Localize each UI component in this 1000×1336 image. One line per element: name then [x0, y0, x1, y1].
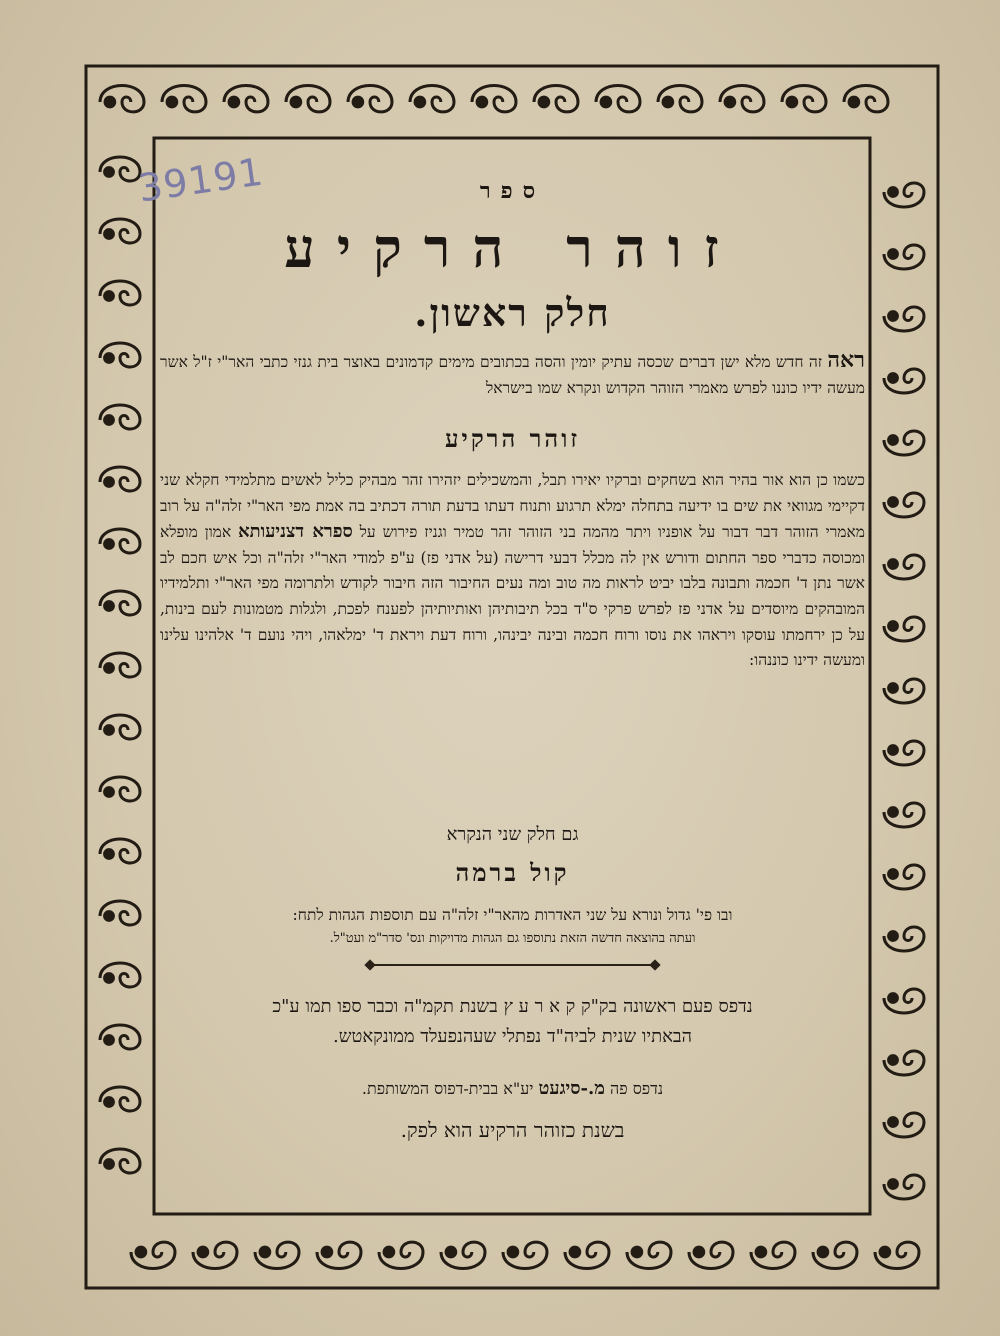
ornament-dot-icon — [889, 1180, 898, 1189]
ornament-dot-icon — [725, 97, 735, 107]
description-text-a: כשמו כן הוא אור בהיר הוא בשחקים וברקיו יאירו תבל, והמשכילים יזהירו זהר מבהיק כליל לאשים מתלמידי חקלא שני דקיימי מגוואי את שים בו ידיעה בתחלה ימלא תרגוע ותנוח דעתו בדעת תורה דכתיב בה אמת מפי האר"י זלה"ה על רוב מאמרי הזוהר דבר דבור על אופניו ויתר מהמה בני הזוהר זהר טמיר וגניז פירוש על — [160, 471, 865, 542]
ornament-dot-icon — [889, 870, 898, 879]
ornament-dot-icon — [291, 97, 301, 107]
ornament-dot-icon — [105, 416, 114, 425]
ornament-dot-icon — [880, 1247, 890, 1257]
ornament-dot-icon — [508, 1247, 518, 1257]
ornament-dot-icon — [105, 540, 114, 549]
description-text-b: אמון מופלא ומכוסה כדברי ספר החתום ודורש אין לה מכלל דבעי דרישה (על אדני פז) ע"פ למודי האר"י זלה"ה וכל איש חכם לב אשר נתן ד' חכמה ותבונה בלבו יביט לראות מה טוב ומה נעים החיבור הזה חיבור לקודש ולתרומה מפי האר"י ותלמידיו המובהקים מיוסדים על אדני פז לפרש פרקי ס"ד בכל תיבותיהן ואותיותיהן לפענח לפכת, ולגלות מטמונות לעם בינות, על כן ירחמתו עוסקו ויראהו את נוסו ורוח חכמה ובינה יבינהו, ורוח דעת ויראת ד' ימלאהו, ויהי נועם ד' אלהינו עלינו ומעשה ידינו כוננהו: — [160, 523, 865, 670]
year-chronogram: בשנת כזוהר הרקיע הוא לפק. — [400, 1118, 625, 1142]
book-title: זוהר הרקיע — [284, 216, 741, 280]
first-printing-line: נדפס פעם ראשונה בק"ק ק א ר ע ץ בשנת תקמ"ה וכבר ספו תמו ע"כ — [272, 996, 753, 1017]
ornament-dot-icon — [889, 684, 898, 693]
ornament-dot-icon — [322, 1247, 332, 1257]
ornament-dot-icon — [384, 1247, 394, 1257]
second-part-description: ובו פי' גדול ונורא על שני האדרות מהאר"י זלה"ה עם תוספות הגהות לתח: — [292, 906, 733, 924]
ornament-dot-icon — [849, 97, 859, 107]
ornament-dot-icon — [446, 1247, 456, 1257]
ornament-dot-icon — [105, 168, 114, 177]
ornament-dot-icon — [105, 912, 114, 921]
ornament-dot-icon — [818, 1247, 828, 1257]
ornament-dot-icon — [539, 97, 549, 107]
ornament-dot-icon — [663, 97, 673, 107]
ornament-dot-icon — [105, 1098, 114, 1107]
ornament-dot-icon — [105, 1160, 114, 1169]
ornament-dot-icon — [570, 1247, 580, 1257]
sefer-label: ספר — [479, 178, 546, 204]
ornament-dot-icon — [105, 354, 114, 363]
printing-place-line — [160, 1078, 865, 1099]
description-paragraph — [160, 468, 865, 674]
ornament-dot-icon — [889, 250, 898, 259]
handwritten-catalog-number: 39191 — [135, 149, 267, 211]
ornament-dot-icon — [105, 974, 114, 983]
ornament-dot-icon — [694, 1247, 704, 1257]
ornament-dot-icon — [105, 664, 114, 673]
sifra-ditzniuta-label: ספרא דצניעותא — [238, 521, 353, 543]
ornament-dot-icon — [105, 602, 114, 611]
printing-house: יע"א בבית-דפוס המשותפת. — [361, 1079, 534, 1098]
ornament-dot-icon — [105, 726, 114, 735]
ornament-dot-icon — [415, 97, 425, 107]
ornament-dot-icon — [889, 188, 898, 197]
ornament-dot-icon — [889, 1118, 898, 1127]
ornament-dot-icon — [756, 1247, 766, 1257]
ornament-dot-icon — [260, 1247, 270, 1257]
title-page-text — [160, 168, 865, 1168]
ornament-dot-icon — [889, 932, 898, 941]
ornament-dot-icon — [105, 788, 114, 797]
second-part-title: קול ברמה — [455, 858, 570, 887]
reprint-publisher-line: הבאתיו שנית לביה"ד נפתלי שעהנפעלד ממונקאטש. — [333, 1026, 692, 1047]
divider-rule — [370, 964, 655, 966]
intro-text: זה חדש מלא ישן דברים שכסה עתיק יומין והסה בכתובים מימים קדמונים באוצר בית גנזי כתבי האר"י ז"ל אשר מעשה ידיו כוננו לפרש מאמרי הזוהר הקדוש ונקרא שמו בישראל — [160, 353, 865, 397]
ornament-dot-icon — [105, 478, 114, 487]
ornament-dot-icon — [889, 560, 898, 569]
ornament-dot-icon — [601, 97, 611, 107]
ornament-dot-icon — [889, 374, 898, 383]
ornament-dot-icon — [787, 97, 797, 107]
ornament-dot-icon — [105, 292, 114, 301]
ornament-dot-icon — [889, 622, 898, 631]
ornament-dot-icon — [105, 1036, 114, 1045]
ornament-dot-icon — [632, 1247, 642, 1257]
ornament-dot-icon — [198, 1247, 208, 1257]
part-label: חלק ראשון. — [414, 290, 611, 335]
ornament-dot-icon — [105, 850, 114, 859]
intro-paragraph — [160, 348, 865, 401]
printing-city: מ.-סיגעט — [538, 1078, 605, 1099]
ornament-dot-icon — [889, 436, 898, 445]
ornament-dot-icon — [889, 312, 898, 321]
ornament-dot-icon — [105, 230, 114, 239]
ornament-dot-icon — [229, 97, 239, 107]
ornament-dot-icon — [889, 746, 898, 755]
ornament-dot-icon — [136, 1247, 146, 1257]
ornament-dot-icon — [353, 97, 363, 107]
ornament-dot-icon — [167, 97, 177, 107]
ornament-dot-icon — [477, 97, 487, 107]
printing-place-prefix: נדפס פה — [610, 1079, 664, 1098]
ornament-dot-icon — [105, 97, 115, 107]
ornament-dot-icon — [889, 994, 898, 1003]
intro-lead-word: ראה — [827, 347, 865, 373]
new-edition-note: ועתה בהוצאה חדשה הזאת נתוספו גם הגהות מדויקות ונס' סדר"מ ועט"ל. — [329, 931, 696, 946]
ornament-dot-icon — [889, 808, 898, 817]
ornament-dot-icon — [889, 498, 898, 507]
subtitle-zohar-harakia: זוהר הרקיע — [444, 424, 581, 453]
ornament-dot-icon — [889, 1056, 898, 1065]
second-part-intro: גם חלק שני הנקרא — [446, 824, 579, 845]
